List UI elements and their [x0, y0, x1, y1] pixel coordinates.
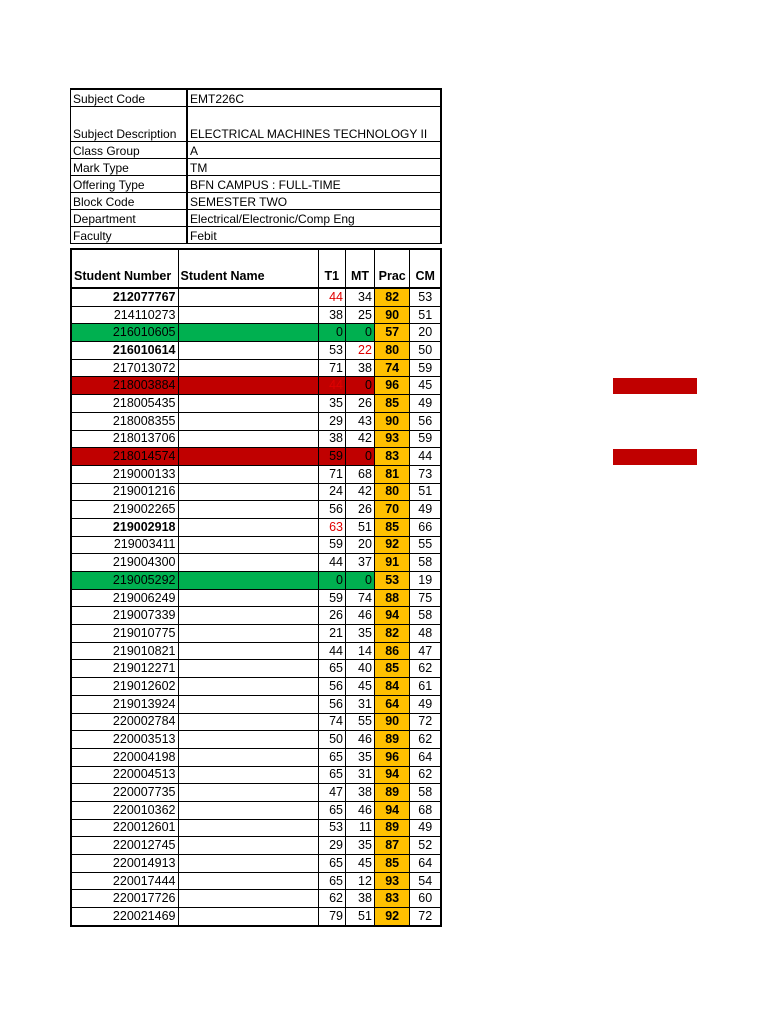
student-number-cell[interactable]: 219010821: [71, 642, 178, 660]
t1-cell[interactable]: 56: [318, 501, 345, 519]
table-row: [71, 377, 441, 395]
mt-cell[interactable]: 34: [346, 288, 375, 306]
subject-code-label[interactable]: Subject Code: [71, 89, 188, 107]
prac-cell[interactable]: 91: [374, 554, 409, 572]
table-row: [71, 766, 441, 784]
t1-cell[interactable]: 65: [318, 801, 345, 819]
cm-cell[interactable]: 19: [410, 572, 441, 590]
student-name-cell[interactable]: [178, 837, 318, 855]
prac-cell[interactable]: 84: [374, 678, 409, 696]
prac-cell[interactable]: 92: [374, 536, 409, 554]
student-number-cell[interactable]: 218013706: [71, 430, 178, 448]
t1-cell[interactable]: 59: [318, 536, 345, 554]
student-number-cell[interactable]: 218008355: [71, 412, 178, 430]
t1-cell[interactable]: 47: [318, 784, 345, 802]
table-row: [71, 412, 441, 430]
student-name-cell[interactable]: [178, 501, 318, 519]
student-name-cell[interactable]: [178, 518, 318, 536]
cm-cell[interactable]: 49: [410, 501, 441, 519]
t1-cell[interactable]: 50: [318, 731, 345, 749]
prac-cell[interactable]: 90: [374, 412, 409, 430]
table-row: [71, 430, 441, 448]
prac-cell[interactable]: 90: [374, 713, 409, 731]
student-name-cell[interactable]: [178, 695, 318, 713]
student-number-cell[interactable]: 212077767: [71, 288, 178, 306]
table-row: [71, 572, 441, 590]
prac-cell[interactable]: 80: [374, 342, 409, 360]
student-number-cell[interactable]: 219013924: [71, 695, 178, 713]
mt-cell[interactable]: 68: [346, 465, 375, 483]
t1-cell[interactable]: 59: [318, 589, 345, 607]
t1-cell[interactable]: 44: [318, 642, 345, 660]
table-row: [71, 465, 441, 483]
student-number-cell[interactable]: 220014913: [71, 855, 178, 873]
t1-cell[interactable]: 65: [318, 766, 345, 784]
mt-cell[interactable]: 42: [346, 430, 375, 448]
prac-cell[interactable]: 85: [374, 395, 409, 413]
table-row: [71, 483, 441, 501]
table-row: [71, 713, 441, 731]
prac-cell[interactable]: 93: [374, 430, 409, 448]
table-row: [71, 695, 441, 713]
student-number-cell[interactable]: 218014574: [71, 448, 178, 466]
cm-cell[interactable]: 73: [410, 465, 441, 483]
t1-cell[interactable]: 38: [318, 306, 345, 324]
mt-cell[interactable]: 45: [346, 855, 375, 873]
t1-cell[interactable]: 63: [318, 518, 345, 536]
cm-cell[interactable]: 60: [410, 890, 441, 908]
class-group-label[interactable]: Class Group: [71, 142, 188, 159]
table-row: [71, 342, 441, 360]
mt-cell[interactable]: 46: [346, 801, 375, 819]
prac-cell[interactable]: 89: [374, 819, 409, 837]
mt-cell[interactable]: 74: [346, 589, 375, 607]
t1-cell[interactable]: 29: [318, 412, 345, 430]
prac-cell[interactable]: 82: [374, 288, 409, 306]
mt-cell[interactable]: 40: [346, 660, 375, 678]
student-number-cell[interactable]: 220007735: [71, 784, 178, 802]
faculty-label[interactable]: Faculty: [71, 227, 188, 244]
t1-cell[interactable]: 44: [318, 377, 345, 395]
student-name-cell[interactable]: [178, 465, 318, 483]
student-name-cell[interactable]: [178, 589, 318, 607]
prac-cell[interactable]: 80: [374, 483, 409, 501]
t1-cell[interactable]: 65: [318, 748, 345, 766]
table-row: [71, 642, 441, 660]
student-number-cell[interactable]: 220012745: [71, 837, 178, 855]
row-flag-marker: [613, 449, 697, 465]
prac-cell[interactable]: 82: [374, 625, 409, 643]
block-code-value[interactable]: SEMESTER TWO: [187, 193, 441, 210]
cm-cell[interactable]: 72: [410, 908, 441, 926]
offering-type-label[interactable]: Offering Type: [71, 176, 188, 193]
subject-description-value[interactable]: ELECTRICAL MACHINES TECHNOLOGY II: [187, 107, 441, 142]
mt-cell[interactable]: 38: [346, 784, 375, 802]
mt-cell[interactable]: 55: [346, 713, 375, 731]
student-number-cell[interactable]: 216010605: [71, 324, 178, 342]
student-name-cell[interactable]: [178, 572, 318, 590]
cm-cell[interactable]: 49: [410, 695, 441, 713]
prac-cell[interactable]: 83: [374, 890, 409, 908]
prac-cell[interactable]: 94: [374, 766, 409, 784]
t1-cell[interactable]: 0: [318, 572, 345, 590]
student-name-cell[interactable]: [178, 872, 318, 890]
marks-table: [70, 248, 442, 927]
student-number-cell[interactable]: 220010362: [71, 801, 178, 819]
student-name-cell[interactable]: [178, 342, 318, 360]
faculty-value[interactable]: Febit: [187, 227, 441, 244]
mt-cell[interactable]: 51: [346, 518, 375, 536]
cm-cell[interactable]: 62: [410, 660, 441, 678]
table-row: [71, 501, 441, 519]
cm-cell[interactable]: 62: [410, 766, 441, 784]
mt-cell[interactable]: 0: [346, 572, 375, 590]
cm-cell[interactable]: 52: [410, 837, 441, 855]
table-row: [71, 589, 441, 607]
prac-cell[interactable]: 96: [374, 377, 409, 395]
mt-cell[interactable]: 38: [346, 359, 375, 377]
student-name-cell[interactable]: [178, 448, 318, 466]
cm-cell[interactable]: 47: [410, 642, 441, 660]
table-row: [71, 395, 441, 413]
mt-cell[interactable]: 45: [346, 678, 375, 696]
mark-type-value[interactable]: TM: [187, 159, 441, 176]
student-number-cell[interactable]: 218003884: [71, 377, 178, 395]
mt-cell[interactable]: 0: [346, 448, 375, 466]
table-row: [71, 855, 441, 873]
student-name-cell[interactable]: [178, 819, 318, 837]
table-row: [71, 731, 441, 749]
header-prac[interactable]: Prac: [374, 249, 409, 288]
table-row: [71, 819, 441, 837]
student-number-cell[interactable]: 219005292: [71, 572, 178, 590]
mt-cell[interactable]: 46: [346, 731, 375, 749]
cm-cell[interactable]: 48: [410, 625, 441, 643]
cm-cell[interactable]: 50: [410, 342, 441, 360]
department-label[interactable]: Department: [71, 210, 188, 227]
t1-cell[interactable]: 24: [318, 483, 345, 501]
t1-cell[interactable]: 29: [318, 837, 345, 855]
t1-cell[interactable]: 53: [318, 342, 345, 360]
student-number-cell[interactable]: 216010614: [71, 342, 178, 360]
mt-cell[interactable]: 0: [346, 377, 375, 395]
subject-description-label[interactable]: Subject Description: [71, 107, 188, 142]
student-name-cell[interactable]: [178, 784, 318, 802]
cm-cell[interactable]: 62: [410, 731, 441, 749]
t1-cell[interactable]: 65: [318, 660, 345, 678]
table-row: [71, 625, 441, 643]
student-name-cell[interactable]: [178, 324, 318, 342]
t1-cell[interactable]: 26: [318, 607, 345, 625]
cm-cell[interactable]: 49: [410, 819, 441, 837]
table-row: [71, 748, 441, 766]
student-number-cell[interactable]: 219012602: [71, 678, 178, 696]
t1-cell[interactable]: 38: [318, 430, 345, 448]
cm-cell[interactable]: 59: [410, 430, 441, 448]
student-number-cell[interactable]: 220017444: [71, 872, 178, 890]
prac-cell[interactable]: 96: [374, 748, 409, 766]
table-row: [71, 660, 441, 678]
t1-cell[interactable]: 44: [318, 288, 345, 306]
header-t1[interactable]: T1: [318, 249, 345, 288]
student-number-cell[interactable]: 217013072: [71, 359, 178, 377]
table-row: [71, 359, 441, 377]
student-name-cell[interactable]: [178, 607, 318, 625]
student-name-cell[interactable]: [178, 801, 318, 819]
student-name-cell[interactable]: [178, 642, 318, 660]
cm-cell[interactable]: 75: [410, 589, 441, 607]
mt-cell[interactable]: 31: [346, 695, 375, 713]
student-number-cell[interactable]: 220004513: [71, 766, 178, 784]
student-name-cell[interactable]: [178, 908, 318, 926]
student-number-cell[interactable]: 219002918: [71, 518, 178, 536]
table-row: [71, 306, 441, 324]
student-name-cell[interactable]: [178, 288, 318, 306]
student-name-cell[interactable]: [178, 660, 318, 678]
student-number-cell[interactable]: 219007339: [71, 607, 178, 625]
prac-cell[interactable]: 93: [374, 872, 409, 890]
student-name-cell[interactable]: [178, 748, 318, 766]
cm-cell[interactable]: 64: [410, 855, 441, 873]
table-row: [71, 890, 441, 908]
cm-cell[interactable]: 45: [410, 377, 441, 395]
cm-cell[interactable]: 58: [410, 554, 441, 572]
prac-cell[interactable]: 90: [374, 306, 409, 324]
prac-cell[interactable]: 94: [374, 801, 409, 819]
table-row: [71, 324, 441, 342]
t1-cell[interactable]: 53: [318, 819, 345, 837]
t1-cell[interactable]: 0: [318, 324, 345, 342]
mt-cell[interactable]: 12: [346, 872, 375, 890]
mt-cell[interactable]: 51: [346, 908, 375, 926]
mt-cell[interactable]: 26: [346, 501, 375, 519]
header-cm[interactable]: CM: [410, 249, 441, 288]
prac-cell[interactable]: 83: [374, 448, 409, 466]
student-name-cell[interactable]: [178, 713, 318, 731]
prac-cell[interactable]: 88: [374, 589, 409, 607]
subject-info-table: [70, 88, 442, 244]
spreadsheet: [70, 88, 442, 923]
mt-cell[interactable]: 35: [346, 625, 375, 643]
table-row: [71, 908, 441, 926]
cm-cell[interactable]: 59: [410, 359, 441, 377]
student-number-cell[interactable]: 220012601: [71, 819, 178, 837]
prac-cell[interactable]: 87: [374, 837, 409, 855]
cm-cell[interactable]: 44: [410, 448, 441, 466]
cm-cell[interactable]: 53: [410, 288, 441, 306]
header-student-name[interactable]: Student Name: [178, 249, 318, 288]
student-number-cell[interactable]: 220004198: [71, 748, 178, 766]
mt-cell[interactable]: 37: [346, 554, 375, 572]
prac-cell[interactable]: 64: [374, 695, 409, 713]
cm-cell[interactable]: 66: [410, 518, 441, 536]
student-number-cell[interactable]: 220002784: [71, 713, 178, 731]
t1-cell[interactable]: 79: [318, 908, 345, 926]
mt-cell[interactable]: 43: [346, 412, 375, 430]
mt-cell[interactable]: 25: [346, 306, 375, 324]
cm-cell[interactable]: 51: [410, 483, 441, 501]
cm-cell[interactable]: 72: [410, 713, 441, 731]
prac-cell[interactable]: 89: [374, 731, 409, 749]
prac-cell[interactable]: 92: [374, 908, 409, 926]
prac-cell[interactable]: 86: [374, 642, 409, 660]
student-name-cell[interactable]: [178, 766, 318, 784]
t1-cell[interactable]: 65: [318, 855, 345, 873]
table-row: [71, 837, 441, 855]
mt-cell[interactable]: 11: [346, 819, 375, 837]
cm-cell[interactable]: 49: [410, 395, 441, 413]
header-mt[interactable]: MT: [346, 249, 375, 288]
student-number-cell[interactable]: 219001216: [71, 483, 178, 501]
t1-cell[interactable]: 62: [318, 890, 345, 908]
t1-cell[interactable]: 65: [318, 872, 345, 890]
table-row: [71, 801, 441, 819]
student-number-cell[interactable]: 220017726: [71, 890, 178, 908]
cm-cell[interactable]: 56: [410, 412, 441, 430]
t1-cell[interactable]: 71: [318, 465, 345, 483]
subject-code-value[interactable]: EMT226C: [187, 89, 441, 107]
student-name-cell[interactable]: [178, 412, 318, 430]
table-row: [71, 607, 441, 625]
cm-cell[interactable]: 64: [410, 748, 441, 766]
row-flag-marker: [613, 378, 697, 394]
cm-cell[interactable]: 58: [410, 784, 441, 802]
prac-cell[interactable]: 94: [374, 607, 409, 625]
mt-cell[interactable]: 20: [346, 536, 375, 554]
table-row: [71, 518, 441, 536]
mt-cell[interactable]: 22: [346, 342, 375, 360]
student-name-cell[interactable]: [178, 554, 318, 572]
student-number-cell[interactable]: 219000133: [71, 465, 178, 483]
cm-cell[interactable]: 58: [410, 607, 441, 625]
table-row: [71, 536, 441, 554]
table-row: [71, 784, 441, 802]
t1-cell[interactable]: 35: [318, 395, 345, 413]
t1-cell[interactable]: 44: [318, 554, 345, 572]
student-number-cell[interactable]: 218005435: [71, 395, 178, 413]
mt-cell[interactable]: 14: [346, 642, 375, 660]
student-name-cell[interactable]: [178, 536, 318, 554]
prac-cell[interactable]: 85: [374, 855, 409, 873]
cm-cell[interactable]: 51: [410, 306, 441, 324]
class-group-value[interactable]: A: [187, 142, 441, 159]
mt-cell[interactable]: 26: [346, 395, 375, 413]
cm-cell[interactable]: 20: [410, 324, 441, 342]
cm-cell[interactable]: 61: [410, 678, 441, 696]
cm-cell[interactable]: 55: [410, 536, 441, 554]
student-number-cell[interactable]: 219006249: [71, 589, 178, 607]
mark-type-label[interactable]: Mark Type: [71, 159, 188, 176]
header-student-number[interactable]: Student Number: [71, 249, 178, 288]
prac-cell[interactable]: 53: [374, 572, 409, 590]
student-number-cell[interactable]: 219004300: [71, 554, 178, 572]
cm-cell[interactable]: 68: [410, 801, 441, 819]
student-number-cell[interactable]: 219003411: [71, 536, 178, 554]
student-name-cell[interactable]: [178, 483, 318, 501]
student-number-cell[interactable]: 219012271: [71, 660, 178, 678]
t1-cell[interactable]: 56: [318, 695, 345, 713]
prac-cell[interactable]: 70: [374, 501, 409, 519]
t1-cell[interactable]: 21: [318, 625, 345, 643]
student-name-cell[interactable]: [178, 377, 318, 395]
mt-cell[interactable]: 46: [346, 607, 375, 625]
prac-cell[interactable]: 85: [374, 660, 409, 678]
mt-cell[interactable]: 38: [346, 890, 375, 908]
student-number-cell[interactable]: 219002265: [71, 501, 178, 519]
student-number-cell[interactable]: 214110273: [71, 306, 178, 324]
student-name-cell[interactable]: [178, 890, 318, 908]
offering-type-value[interactable]: BFN CAMPUS : FULL-TIME: [187, 176, 441, 193]
prac-cell[interactable]: 57: [374, 324, 409, 342]
prac-cell[interactable]: 81: [374, 465, 409, 483]
mt-cell[interactable]: 35: [346, 837, 375, 855]
student-number-cell[interactable]: 219010775: [71, 625, 178, 643]
table-row: [71, 448, 441, 466]
student-name-cell[interactable]: [178, 625, 318, 643]
student-name-cell[interactable]: [178, 395, 318, 413]
prac-cell[interactable]: 74: [374, 359, 409, 377]
mt-cell[interactable]: 31: [346, 766, 375, 784]
t1-cell[interactable]: 56: [318, 678, 345, 696]
student-number-cell[interactable]: 220003513: [71, 731, 178, 749]
table-row: [71, 872, 441, 890]
t1-cell[interactable]: 74: [318, 713, 345, 731]
cm-cell[interactable]: 54: [410, 872, 441, 890]
mt-cell[interactable]: 35: [346, 748, 375, 766]
prac-cell[interactable]: 89: [374, 784, 409, 802]
student-number-cell[interactable]: 220021469: [71, 908, 178, 926]
block-code-label[interactable]: Block Code: [71, 193, 188, 210]
table-row: [71, 554, 441, 572]
table-row: [71, 288, 441, 306]
student-name-cell[interactable]: [178, 855, 318, 873]
student-name-cell[interactable]: [178, 306, 318, 324]
student-name-cell[interactable]: [178, 678, 318, 696]
table-row: [71, 678, 441, 696]
mt-cell[interactable]: 42: [346, 483, 375, 501]
student-name-cell[interactable]: [178, 359, 318, 377]
t1-cell[interactable]: 59: [318, 448, 345, 466]
department-value[interactable]: Electrical/Electronic/Comp Eng: [187, 210, 441, 227]
t1-cell[interactable]: 71: [318, 359, 345, 377]
student-name-cell[interactable]: [178, 430, 318, 448]
student-name-cell[interactable]: [178, 731, 318, 749]
mt-cell[interactable]: 0: [346, 324, 375, 342]
prac-cell[interactable]: 85: [374, 518, 409, 536]
